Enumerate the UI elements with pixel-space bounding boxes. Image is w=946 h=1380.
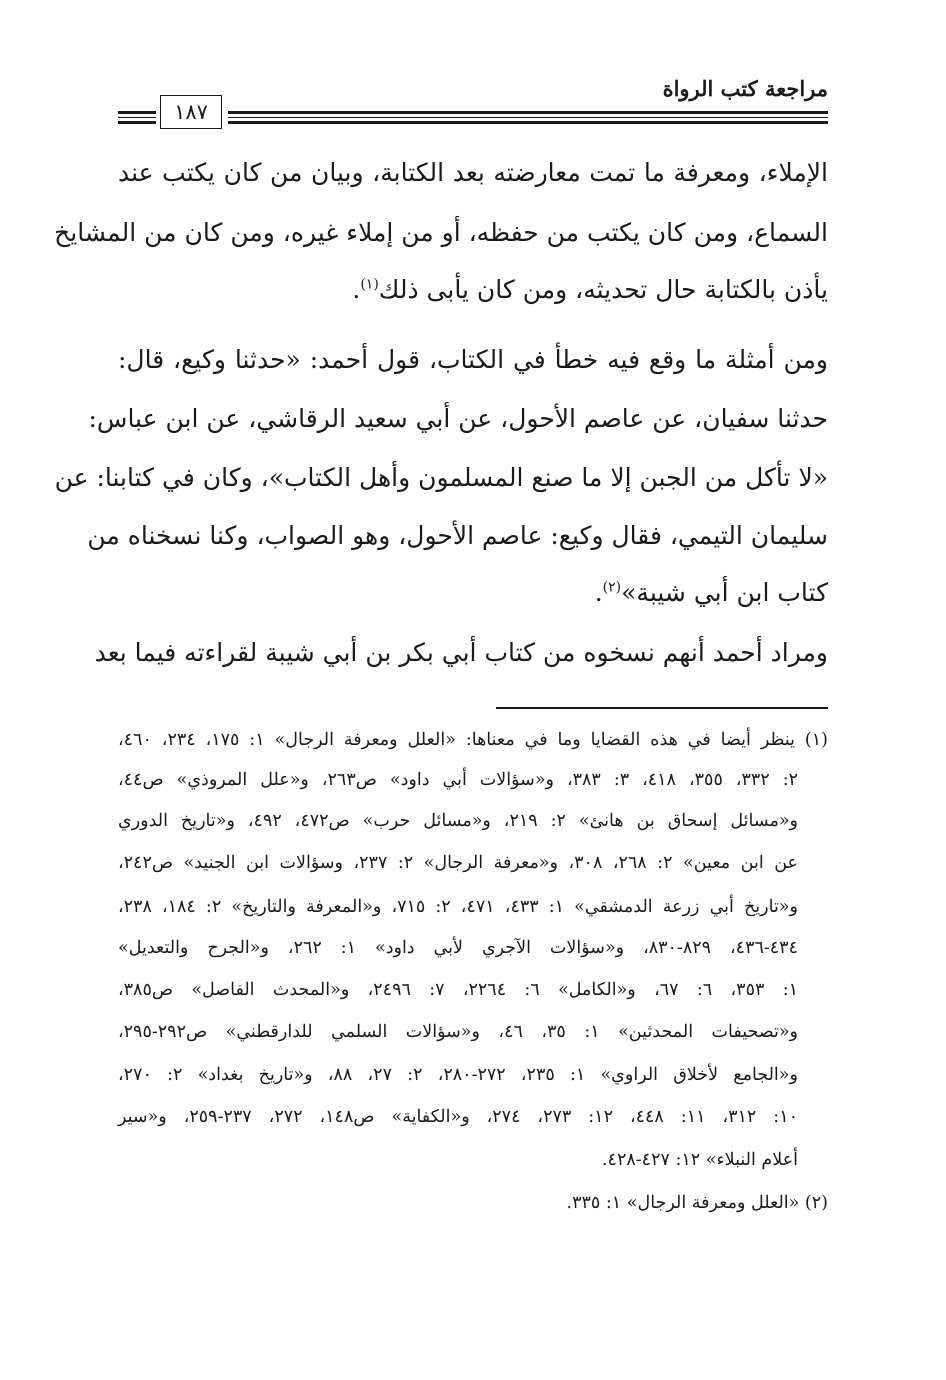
header-rule-thick-top: [228, 111, 828, 114]
footnote-line: ١: ٣٥٣، ٦: ٦٧، و«الكامل» ٦: ٢٢٦٤، ٧: ٢٤٩٦، و«المحدث الفاصل» ص٣٨٥،: [118, 980, 799, 1000]
body-line: حدثنا سفيان، عن عاصم الأحول، عن أبي سعيد الرقاشي، عن ابن عباس:: [88, 404, 828, 433]
header-rule-left-top: [118, 111, 156, 114]
body-line: ومن أمثلة ما وقع فيه خطأ في الكتاب، قول أحمد: «حدثنا وكيع، قال:: [118, 345, 828, 374]
header-rule-left-bottom: [118, 121, 156, 124]
footnote-line: (٢) «العلل ومعرفة الرجال» ١: ٣٣٥.: [566, 1193, 828, 1213]
footnote-line: ٤٣٤-٤٣٦، ٨٢٩-٨٣٠، و«سؤالات الآجري لأبي داود» ١: ٢٦٢، و«الجرح والتعديل»: [118, 938, 798, 958]
footnote-ref-2[interactable]: (٢): [602, 579, 622, 596]
footnote-line: أعلام النبلاء» ١٢: ٤٢٧-٤٢٨.: [601, 1150, 798, 1170]
running-title: مراجعة كتب الرواة: [662, 76, 828, 101]
footnote-line: ٢: ٣٣٢، ٣٥٥، ٤١٨، ٣: ٣٨٣، و«سؤالات أبي داود» ص٢٦٣، و«علل المروذي» ص٤٤،: [118, 770, 798, 790]
footnote-line: و«تاريخ أبي زرعة الدمشقي» ١: ٤٣٣، ٤٧١، ٢: ٧١٥، و«المعرفة والتاريخ» ٢: ١٨٤، ٢٣٨،: [118, 897, 798, 917]
body-line: [118, 275, 828, 304]
body-line: [118, 578, 828, 607]
body-line-text: كتاب ابن أبي شيبة»: [621, 578, 828, 607]
footnote-ref-1[interactable]: (١): [360, 276, 379, 293]
header-rule-thin: [228, 117, 828, 118]
footnote-line: و«الجامع لأخلاق الراوي» ١: ٢٣٥، ٢٧٢-٢٨٠، ٢: ٢٧، ٨٨، و«تاريخ بغداد» ٢: ٢٧٠،: [118, 1065, 798, 1085]
body-line: السماع، ومن كان يكتب من حفظه، أو من إملاء غيره، ومن كان من المشايخ: [54, 218, 828, 247]
page-number: ١٨٧: [160, 95, 222, 129]
sentence-period: .: [352, 275, 361, 304]
footnote-line: و«مسائل إسحاق بن هانئ» ٢: ٢١٩، و«مسائل حرب» ص٤٧٢، ٤٩٢، و«تاريخ الدوري: [118, 811, 799, 831]
footnote-line: (١) ينظر أيضا في هذه القضايا وما في معناها: «العلل ومعرفة الرجال» ١: ١٧٥، ٢٣٤، ٤٦٠،: [118, 730, 828, 750]
header-rule-left-thin: [118, 117, 156, 118]
footnote-separator: [496, 707, 828, 709]
body-line: الإملاء، ومعرفة ما تمت معارضته بعد الكتابة، وبيان من كان يكتب عند: [118, 158, 828, 187]
body-line: ومراد أحمد أنهم نسخوه من كتاب أبي بكر بن أبي شيبة لقراءته فيما بعد: [94, 638, 828, 667]
body-line: «لا تأكل من الجبن إلا ما صنع المسلمون وأهل الكتاب»، وكان في كتابنا: عن: [54, 463, 828, 492]
header-rule-thick-bottom: [228, 121, 828, 124]
sentence-period: .: [594, 578, 603, 607]
body-line: سليمان التيمي، فقال وكيع: عاصم الأحول، وهو الصواب، وكنا نسخناه من: [87, 521, 828, 550]
footnote-line: عن ابن معين» ٢: ٢٦٨، ٣٠٨، و«معرفة الرجال» ٢: ٢٣٧، وسؤالات ابن الجنيد» ص٢٤٢،: [118, 853, 798, 873]
footnote-line: و«تصحيفات المحدثين» ١: ٣٥، ٤٦، و«سؤالات السلمي للدارقطني» ص٢٩٢-٢٩٥،: [118, 1022, 798, 1042]
footnote-line: ١٠: ٣١٢، ١١: ٤٤٨، ١٢: ٢٧٣، ٢٧٤، و«الكفاية» ص١٤٨، ٢٧٢، ٢٣٧-٢٥٩، و«سير: [118, 1107, 799, 1127]
body-line-text: يأذن بالكتابة حال تحديثه، ومن كان يأبى ذلك: [378, 275, 828, 304]
